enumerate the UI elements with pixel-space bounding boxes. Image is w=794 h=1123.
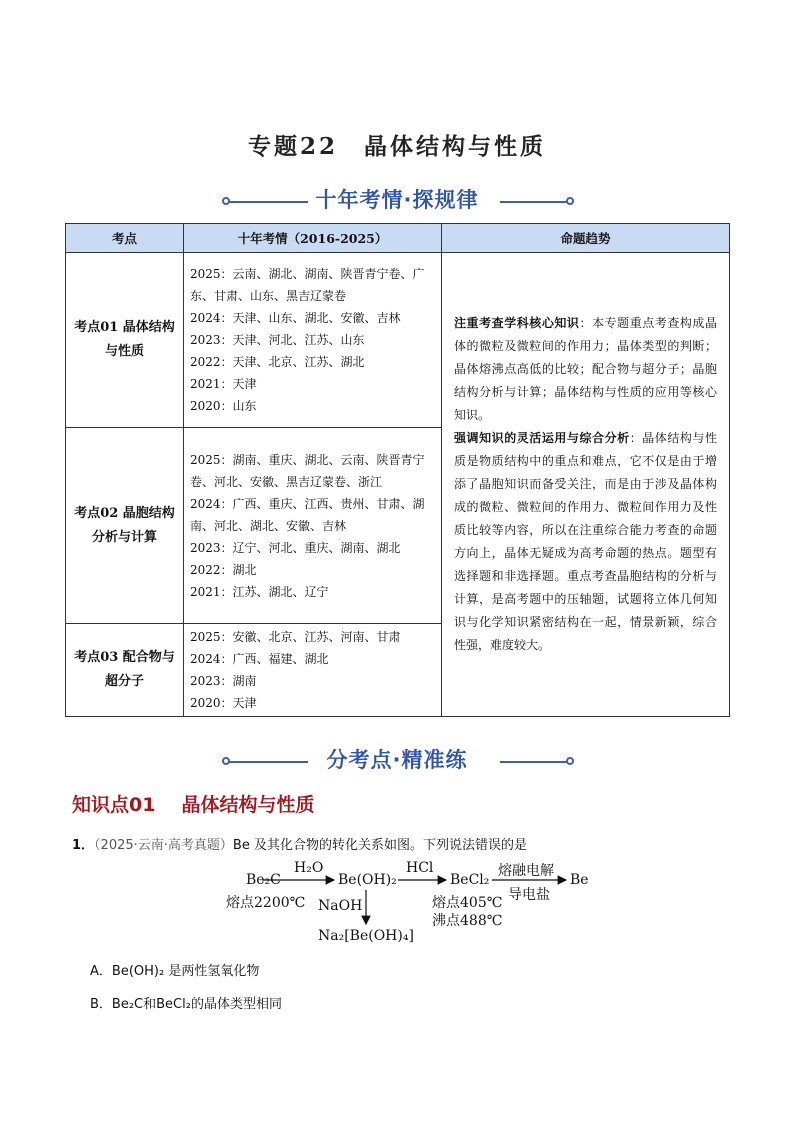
question-stem: [72, 834, 527, 853]
question-text: Be 及其化合物的转化关系如图。下列说法错误的是: [232, 838, 527, 853]
year-entry: 2023：天津、河北、江苏、山东: [190, 333, 365, 347]
option-b[interactable]: [90, 993, 282, 1012]
question-number: 1．: [72, 838, 95, 853]
years-cell: [184, 428, 442, 624]
label-be2c-mp: 熔点2200℃: [226, 895, 306, 911]
year-entry: 2025：湖南、重庆、湖北、云南、陕晋青宁卷、河北、安徽、黑吉辽蒙卷、浙江: [190, 452, 425, 489]
year-entry: 2024：广西、重庆、江西、贵州、甘肃、湖南、河北、湖北、安徽、吉林: [190, 496, 425, 533]
table-header-row: [66, 224, 730, 253]
header-years: 十年考情（2016-2025）: [184, 224, 442, 253]
label-naoh: NaOH: [318, 898, 363, 914]
question-source: （2025·云南·高考真题）: [94, 838, 233, 853]
label-melt: 熔融电解: [498, 863, 554, 879]
label-na2beoh4: Na₂[Be(OH)₄]: [318, 928, 414, 944]
trend-cell: [442, 253, 730, 717]
year-entry: 2024：天津、山东、湖北、安徽、吉林: [190, 311, 401, 325]
year-entry: 2020：天津: [190, 696, 257, 710]
label-becl2-mp: 熔点405℃: [432, 895, 503, 911]
option-label: A．: [90, 964, 112, 979]
years-cell: [184, 624, 442, 717]
banner-title: 分考点·精准练: [326, 748, 468, 772]
page-title: 专题22 晶体结构与性质: [247, 133, 546, 160]
years-cell: [184, 253, 442, 428]
banner-title: 十年考情·探规律: [315, 188, 479, 212]
year-entry: 2023：湖南: [190, 674, 257, 688]
section-banner-trends: [0, 184, 794, 218]
option-a[interactable]: [90, 960, 259, 979]
label-salt: 导电盐: [508, 887, 550, 903]
table-row: [66, 253, 730, 428]
section-banner-practice: [0, 744, 794, 778]
label-h2o: H₂O: [294, 860, 324, 876]
point-cell: 考点03 配合物与超分子: [66, 624, 184, 717]
year-entry: 2023：辽宁、河北、重庆、湖南、湖北: [190, 540, 401, 555]
option-text: Be₂C和BeCl₂的晶体类型相同: [111, 997, 282, 1012]
point-cell: 考点02 晶胞结构分析与计算: [66, 428, 184, 624]
reaction-diagram: [220, 858, 600, 948]
trend-label-2: 强调知识的灵活运用与综合分析: [454, 431, 630, 445]
label-be: Be: [570, 872, 589, 888]
label-becl2-bp: 沸点488℃: [432, 913, 503, 929]
header-point: 考点: [66, 224, 184, 253]
label-be2c: Be₂C: [246, 872, 281, 888]
label-beoh2: Be(OH)₂: [338, 872, 397, 888]
year-entry: 2025：安徽、北京、江苏、河南、甘肃: [190, 630, 401, 644]
trend-text-2: ：晶体结构与性质是物质结构中的重点和难点，它不仅是由于增添了晶胞知识而备受关注，而是由于涉及晶体构成的微粒、微粒间的作用力、微粒间作用力及性质比较等内容，所以在注重综合能力考查的命题方向上，晶体无疑成为高考命题的热点。题型有选择题和非选择题。重点考查晶胞结构的分析与计算，是高考题中的压轴题，试题将立体几何知识与化学知识紧密结构在一起，情景新颖，综合性强，难度较大。: [454, 431, 717, 652]
trend-text-1: ：本专题重点考查构成晶体的微粒及微粒间的作用力；晶体类型的判断；晶体熔沸点高低的比较；配合物与超分子；晶胞结构分析与计算；晶体结构与性质的应用等核心知识。: [454, 316, 717, 422]
year-entry: 2021：天津: [190, 377, 257, 391]
knowledge-name: 晶体结构与性质: [181, 794, 315, 816]
year-entry: 2025：云南、湖北、湖南、陕晋青宁卷、广东、甘肃、山东、黑吉辽蒙卷: [190, 267, 425, 303]
year-entry: 2021：江苏、湖北、辽宁: [190, 584, 329, 599]
year-entry: 2024：广西、福建、湖北: [190, 652, 329, 666]
trend-label-1: 注重考查学科核心知识: [454, 316, 580, 330]
knowledge-point-heading: [72, 790, 340, 817]
exam-trend-table: [65, 223, 730, 717]
header-trend: 命题趋势: [442, 224, 730, 253]
option-text: Be(OH)₂ 是两性氢氧化物: [111, 964, 260, 979]
label-hcl: HCl: [406, 860, 434, 876]
knowledge-number: 知识点01: [72, 794, 156, 816]
label-becl2: BeCl₂: [450, 872, 490, 888]
year-entry: 2022：湖北: [190, 562, 257, 577]
point-cell: 考点01 晶体结构与性质: [66, 253, 184, 428]
year-entry: 2020：山东: [190, 399, 257, 413]
year-entry: 2022：天津、北京、江苏、湖北: [190, 355, 365, 369]
option-label: B．: [90, 997, 112, 1012]
